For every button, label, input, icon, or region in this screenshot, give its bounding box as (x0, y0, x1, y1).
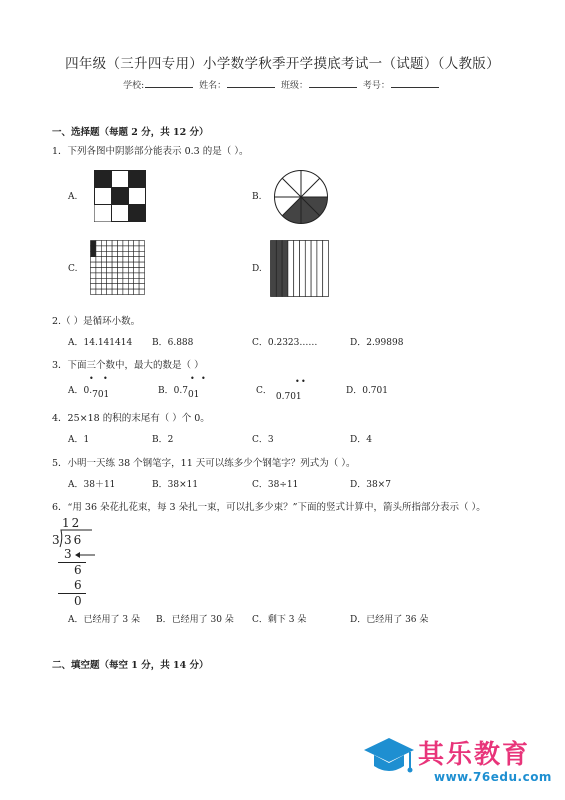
repeat-dot: • (89, 374, 94, 383)
q3-b-digits: 01 (187, 390, 200, 400)
q6-step3: 6 (74, 578, 82, 592)
grid-cell (134, 251, 139, 256)
q6-long-division (52, 512, 122, 608)
grid-cell (91, 273, 96, 278)
q6-step1: 3 (64, 547, 72, 561)
q6-option-a[interactable]: A．已经用了 3 朵 (68, 615, 140, 625)
name-blank[interactable] (227, 79, 275, 88)
grid-cell (123, 262, 128, 267)
grid-cell (134, 278, 139, 283)
q3-b-label: B．0.7 (158, 386, 188, 396)
grid-cell (101, 246, 106, 251)
school-label: 学校: (123, 81, 145, 91)
grid-cell (123, 284, 128, 289)
q1-figure-a-grid (94, 170, 146, 222)
grid-cell (101, 257, 106, 262)
grid-cell (101, 262, 106, 267)
repeat-dot: • (301, 377, 306, 386)
q1-option-b-label: B. (252, 192, 262, 202)
strip-cell (300, 241, 306, 297)
q6-option-c[interactable]: C．剩下 3 朵 (252, 615, 307, 625)
grid-cell (118, 273, 123, 278)
school-blank[interactable] (145, 79, 193, 88)
grid-cell (101, 268, 106, 273)
q4-text: 4．25×18 的积的末尾有（ ）个 0。 (52, 413, 210, 424)
name-label: 姓名： (199, 81, 227, 91)
grid-cell (91, 278, 96, 283)
grid-cell (91, 268, 96, 273)
grid-cell (118, 246, 123, 251)
grid-cell (139, 257, 144, 262)
q6-divisor: 3 (52, 533, 60, 547)
grid-cell (128, 289, 133, 294)
strip-cell (271, 241, 277, 297)
q1-figure-b-pie (272, 168, 330, 226)
grid-cell (96, 241, 101, 246)
grid-cell (96, 251, 101, 256)
logo-name: 其乐教育 (418, 740, 531, 770)
q5-option-d[interactable]: D．38×7 (350, 480, 391, 490)
grid-cell (107, 273, 112, 278)
arrow-left-icon (74, 551, 96, 559)
student-info-line (0, 78, 565, 91)
grid-cell (112, 251, 117, 256)
grid-cell (134, 257, 139, 262)
grid-cell (112, 278, 117, 283)
grid-cell (112, 273, 117, 278)
strip-cell (317, 241, 323, 297)
q6-dividend: 36 (64, 533, 84, 547)
section1-heading: 一、选择题（每题 2 分，共 12 分） (52, 127, 209, 138)
grid-cell (118, 262, 123, 267)
number-label: 考号： (362, 81, 390, 91)
grid-cell (139, 273, 144, 278)
grid-cell (107, 284, 112, 289)
grid-cell (134, 268, 139, 273)
q2-option-b[interactable]: B．6.888 (152, 338, 194, 348)
grid-cell (134, 284, 139, 289)
grid-cell (128, 284, 133, 289)
repeat-dot: • (201, 374, 206, 383)
grid-cell (96, 289, 101, 294)
q6-step2: 6 (74, 563, 82, 577)
strip-cell (294, 241, 300, 297)
grid-cell (96, 278, 101, 283)
q2-option-a[interactable]: A．14.141414 (68, 338, 133, 348)
grid-cell (112, 262, 117, 267)
graduation-cap-icon (362, 734, 416, 778)
logo-url: www.76edu.com (434, 770, 552, 784)
grid-cell (101, 284, 106, 289)
grid-cell (139, 246, 144, 251)
strip-cell (323, 241, 329, 297)
grid-cell (101, 289, 106, 294)
q2-text: 2.（ ）是循环小数。 (52, 316, 141, 327)
strip-cell (288, 241, 294, 297)
grid-cell (112, 268, 117, 273)
grid-cell (91, 246, 96, 251)
grid-cell (128, 251, 133, 256)
strip-cell (276, 241, 282, 297)
strip-cell (282, 241, 288, 297)
repeat-dot: • (103, 374, 108, 383)
grid-cell (128, 241, 133, 246)
grid-cell (134, 262, 139, 267)
q5-option-a[interactable]: A．38＋11 (68, 480, 116, 490)
strip-cell (311, 241, 317, 297)
repeat-dot: • (295, 377, 300, 386)
grid-cell (134, 241, 139, 246)
q1-text: 1．下列各图中阴影部分能表示 0.3 的是（ ）。 (52, 146, 249, 157)
grid-cell (107, 257, 112, 262)
grid-cell (101, 278, 106, 283)
q3-option-d[interactable]: D．0.701 (346, 386, 388, 396)
grid-cell (128, 273, 133, 278)
grid-cell (139, 289, 144, 294)
grid-cell (112, 257, 117, 262)
grid-cell (134, 246, 139, 251)
grid-cell (107, 251, 112, 256)
grid-cell (107, 289, 112, 294)
grid-cell (128, 268, 133, 273)
q2-option-d[interactable]: D．2.99898 (350, 338, 404, 348)
grid-cell (107, 278, 112, 283)
q1-figure-c-hundred-grid (90, 240, 146, 296)
q5-option-c[interactable]: C．38÷11 (252, 480, 299, 490)
grid-cell (96, 257, 101, 262)
grid-cell (123, 268, 128, 273)
q4-option-b[interactable]: B．2 (152, 435, 174, 445)
grid-cell (128, 262, 133, 267)
exam-title: 四年级（三升四专用）小学数学秋季开学摸底考试一（试题）（人教版） (65, 56, 500, 72)
q1-option-a-label: A. (68, 192, 78, 202)
grid-cell (91, 284, 96, 289)
q4-option-a[interactable]: A．1 (68, 435, 90, 445)
q3-text: 3．下面三个数中，最大的数是（ ） (52, 360, 204, 371)
grid-cell (91, 251, 96, 256)
grid-cell (134, 289, 139, 294)
grid-cell (101, 251, 106, 256)
grid-cell (139, 268, 144, 273)
grid-cell (107, 262, 112, 267)
grid-cell (123, 273, 128, 278)
grid-cell (118, 241, 123, 246)
q3-a-digits: 701 (92, 390, 110, 400)
grid-cell (96, 262, 101, 267)
grid-cell (91, 257, 96, 262)
grid-cell (123, 278, 128, 283)
grid-cell (139, 251, 144, 256)
q1-option-d-label: D. (252, 264, 262, 274)
q3-option-a[interactable] (68, 383, 110, 400)
grid-cell (112, 246, 117, 251)
strip-cell (305, 241, 311, 297)
grid-cell (128, 278, 133, 283)
class-blank[interactable] (309, 79, 357, 88)
grid-cell (107, 268, 112, 273)
grid-cell (118, 257, 123, 262)
grid-cell (123, 257, 128, 262)
grid-cell (134, 273, 139, 278)
q3-option-b[interactable] (158, 383, 200, 400)
number-blank[interactable] (391, 79, 439, 88)
grid-cell (123, 246, 128, 251)
grid-cell (96, 268, 101, 273)
grid-cell (118, 278, 123, 283)
grid-cell (139, 284, 144, 289)
grid-cell (96, 246, 101, 251)
grid-cell (112, 284, 117, 289)
grid-cell (118, 284, 123, 289)
grid-cell (91, 262, 96, 267)
q4-option-d[interactable]: D．4 (350, 435, 372, 445)
q1-option-c-label: C. (68, 264, 78, 274)
q3-c-digits: 0.701 (275, 392, 302, 402)
q6-quotient: 12 (62, 516, 82, 530)
grid-cell (96, 284, 101, 289)
q6-option-b[interactable]: B．已经用了 30 朵 (156, 615, 234, 625)
grid-cell (101, 241, 106, 246)
q5-text: 5．小明一天练 38 个钢笔字，11 天可以练多少个钢笔字？列式为（ ）。 (52, 458, 356, 469)
q6-line1 (58, 562, 86, 563)
grid-cell (139, 241, 144, 246)
q4-option-c[interactable]: C．3 (252, 435, 274, 445)
grid-cell (123, 241, 128, 246)
grid-cell (118, 268, 123, 273)
grid-cell (118, 289, 123, 294)
grid-cell (91, 289, 96, 294)
grid-cell (112, 289, 117, 294)
grid-cell (139, 278, 144, 283)
grid-cell (123, 289, 128, 294)
grid-cell (123, 251, 128, 256)
grid-cell (112, 241, 117, 246)
q6-remainder: 0 (74, 594, 82, 608)
q6-line2 (58, 593, 86, 594)
q6-option-d[interactable]: D．已经用了 36 朵 (350, 615, 429, 625)
q6-text: 6．“用 36 朵花扎花束，每 3 朵扎一束，可以扎多少束？”下面的竖式计算中，箭头所指部分表示（ ）。 (52, 502, 486, 513)
grid-cell (128, 257, 133, 262)
grid-cell (107, 246, 112, 251)
qile-education-logo (362, 728, 562, 792)
q3-a-label: A．0. (68, 386, 93, 396)
grid-cell (91, 241, 96, 246)
grid-cell (128, 246, 133, 251)
grid-cell (139, 262, 144, 267)
grid-cell (118, 251, 123, 256)
q2-option-c[interactable]: C．0.2323…… (252, 338, 318, 348)
q5-option-b[interactable]: B．38×11 (152, 480, 199, 490)
class-label: 班级： (280, 81, 308, 91)
grid-cell (101, 273, 106, 278)
grid-cell (96, 273, 101, 278)
q3-c-label: C． (256, 386, 272, 396)
grid-cell (107, 241, 112, 246)
q1-figure-d-strips (270, 240, 330, 298)
section2-heading: 二、填空题（每空 1 分，共 14 分） (52, 660, 209, 671)
repeat-dot: • (190, 374, 195, 383)
